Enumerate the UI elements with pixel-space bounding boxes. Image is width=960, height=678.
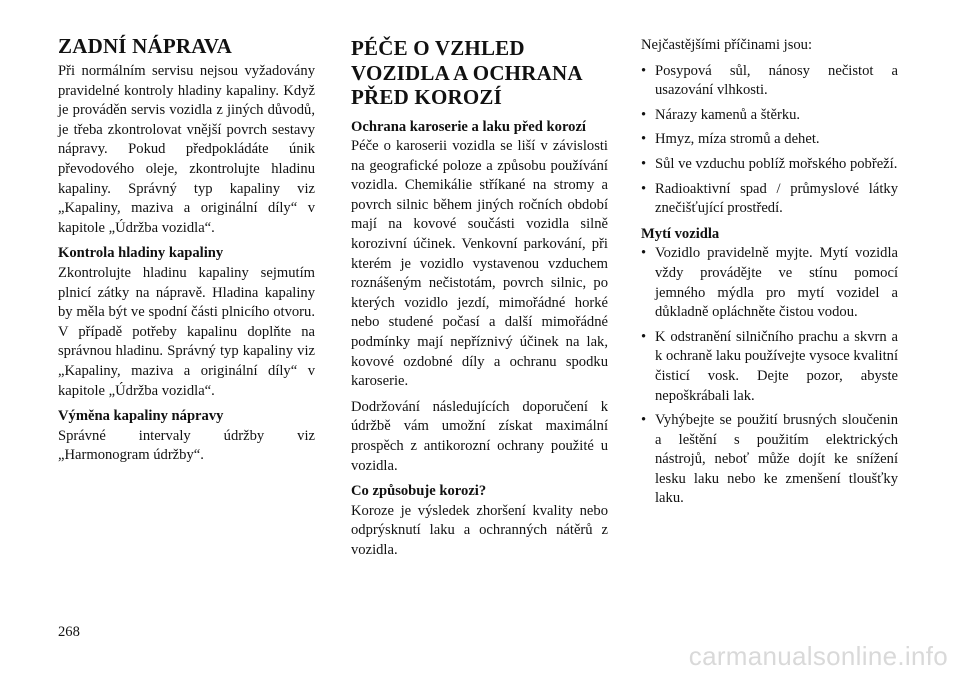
watermark: carmanualsonline.info [688, 641, 948, 671]
paragraph-recommendations: Dodržování následujících doporučení k údržbě vám umožní získat maximální prospěch z antikorozní ochrany použité u vozidla. [351, 398, 608, 474]
list-item: • Nárazy kamenů a štěrku. [641, 106, 898, 126]
column-middle [351, 36, 608, 567]
column-right [641, 36, 898, 515]
list-item: • Posypová sůl, nánosy nečistot a usazování vlhkosti. [641, 62, 898, 101]
paragraph-intro: Při normálním servisu nejsou vyžadovány pravidelné kontroly hladiny kapaliny. Když je prováděn servis vozidla z jiných důvodů, je třeba zkontrolovat vnější povrch sestavy nápravy. Pokud předpokládáte únik převodového oleje, zkontrolujte hladinu kapaliny. Správný typ kapaliny viz „Kapaliny, maziva a originální díly“ v kapitole „Údržba vozidla“. [58, 63, 315, 236]
subheading-vehicle-washing: Mytí vozidla [641, 225, 720, 242]
paragraph-fluid-level: Zkontrolujte hladinu kapaliny sejmutím plnicí zátky na nápravě. Hladina kapaliny by měla být ve spodní části plnicího otvoru. V případě potřeby kapalinu doplňte na správnou hladinu. Správný typ kapaliny viz „Kapaliny, maziva a originální díly“ v kapitole „Údržba vozidla“. [58, 264, 315, 399]
list-item: • Radioaktivní spad / průmyslové látky znečišťující prostředí. [641, 180, 898, 219]
list-item: • K odstranění silničního prachu a skvrn a k ochraně laku používejte vysoce kvalitní čisticí vosk. Dejte pozor, abyste nepoškrábali lak. [641, 328, 898, 406]
list-item: • Vozidlo pravidelně myjte. Mytí vozidla vždy provádějte ve stínu pomocí jemného mýdla pro mytí vozidel a důkladně opláchněte čistou vodou. [641, 244, 898, 322]
paragraph-causes-intro: Nejčastějšími příčinami jsou: [641, 37, 813, 53]
subheading-corrosion-cause: Co způsobuje korozi? [351, 483, 487, 500]
list-washing-tips [641, 244, 898, 509]
list-item: • Vyhýbejte se použití brusných sloučenin a leštění s použitím elektrických nástrojů, neboť může dojít ke snížení lesku laku nebo ke zmenšení tloušťky laku. [641, 411, 898, 509]
paragraph-corrosion-definition: Koroze je výsledek zhoršení kvality nebo odprýsknutí laku a ochranných nátěrů z vozidla. [351, 502, 608, 558]
subheading-axle-fluid-change: Výměna kapaliny nápravy [58, 408, 224, 425]
list-item: • Sůl ve vzduchu poblíž mořského pobřeží. [641, 155, 898, 175]
paragraph-maintenance-intervals: Správné intervaly údržby viz „Harmonogram údržby“. [58, 427, 315, 464]
section-heading-appearance-care: PÉČE O VZHLED VOZIDLA A OCHRANA PŘED KOROZÍ [351, 36, 582, 109]
section-heading-rear-axle: ZADNÍ NÁPRAVA [58, 34, 232, 58]
list-item: • Hmyz, míza stromů a dehet. [641, 130, 898, 150]
page-number: 268 [58, 624, 80, 640]
subheading-body-paint-protection: Ochrana karoserie a laku před korozí [351, 118, 586, 135]
paragraph-body-care: Péče o karoserii vozidla se liší v závislosti na geografické poloze a způsobu používání vozidla. Chemikálie stříkané na stromy a povrch silnic během jiných ročních období mají na kovové součásti vozidla silně korozivní účinek. Venkovní parkování, při kterém je vozidlo vystavenou vzduchem roznášeným nečistotám, povrch silnic, po kterých vozidlo jezdí, mimořádné horké nebo studené počasí a další mimořádné podmínky mají nepříznivý účinek na lak, kovové ozdobné díly a ochranu spodku karoserie. [351, 138, 608, 390]
column-left [58, 34, 315, 472]
list-corrosion-causes [641, 62, 898, 219]
subheading-fluid-level-check: Kontrola hladiny kapaliny [58, 245, 224, 262]
